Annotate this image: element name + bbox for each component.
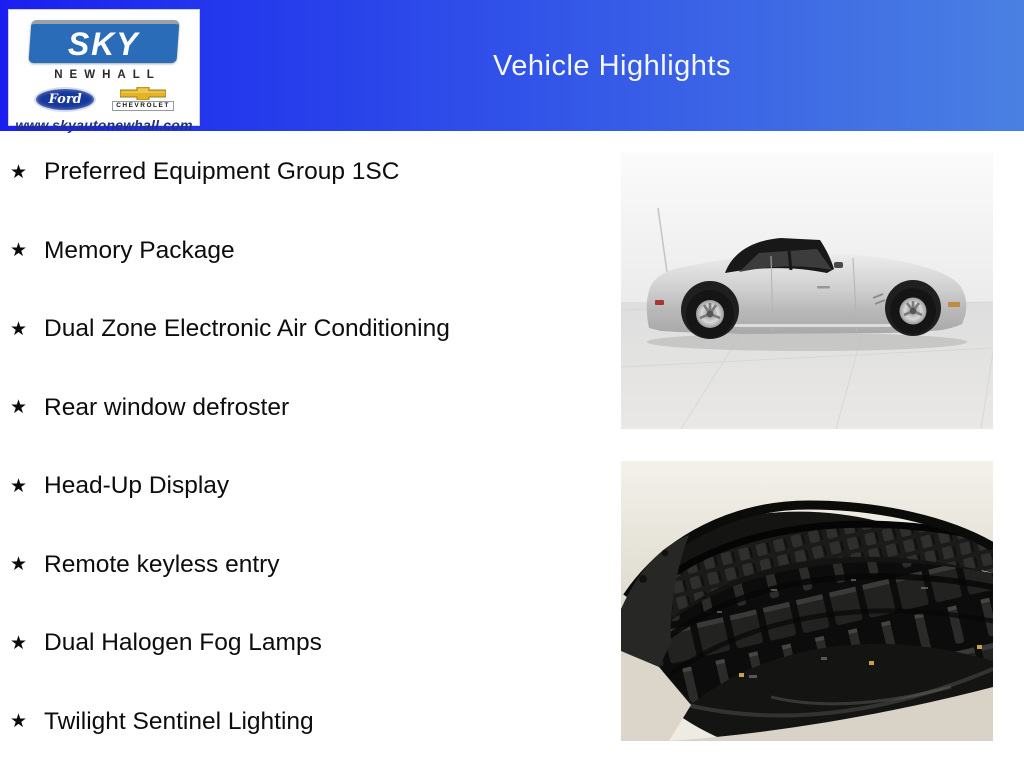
- features-list: [10, 156, 605, 768]
- feature-item: [10, 549, 605, 581]
- tire-closeup-photo: [621, 461, 993, 741]
- star-bullet-icon: ★: [10, 475, 28, 497]
- page-title: Vehicle Highlights: [493, 50, 731, 82]
- sky-logo-text: SKY: [67, 25, 140, 62]
- feature-text: Twilight Sentinel Lighting: [44, 707, 314, 735]
- feature-text: Rear window defroster: [44, 393, 290, 421]
- vehicle-side-photo: [621, 152, 993, 429]
- feature-text: Remote keyless entry: [44, 550, 280, 578]
- star-bullet-icon: ★: [10, 161, 28, 183]
- star-bullet-icon: ★: [10, 554, 28, 575]
- feature-item: [10, 156, 605, 188]
- feature-item: [10, 313, 605, 345]
- feature-text: Dual Halogen Fog Lamps: [44, 629, 322, 656]
- feature-item: [10, 627, 605, 659]
- newhall-label: NEWHALL: [54, 69, 161, 81]
- sky-logo-banner: [28, 20, 179, 63]
- feature-text: Head-Up Display: [44, 472, 230, 499]
- ford-logo-icon: [34, 87, 96, 112]
- feature-item: [10, 392, 605, 424]
- ford-logo-text: Ford: [48, 91, 82, 107]
- star-bullet-icon: ★: [10, 397, 28, 418]
- tire-closeup-photo-art: [621, 461, 993, 741]
- vehicle-side-photo-art: [621, 152, 993, 429]
- chevrolet-logo: [112, 87, 174, 111]
- feature-text: Preferred Equipment Group 1SC: [44, 158, 400, 185]
- brand-logos-row: [9, 85, 199, 113]
- header-band: [0, 0, 1024, 131]
- feature-item: [10, 470, 605, 502]
- star-bullet-icon: ★: [10, 318, 28, 340]
- star-bullet-icon: ★: [10, 240, 28, 261]
- chevrolet-logo-text: CHEVROLET: [112, 101, 174, 111]
- feature-item: [10, 706, 605, 738]
- feature-text: Memory Package: [44, 236, 235, 264]
- star-bullet-icon: ★: [10, 632, 28, 654]
- feature-item: [10, 235, 605, 267]
- dealer-website-text: www.skyautonewhall.com: [15, 117, 193, 133]
- chevrolet-bowtie-icon: [120, 87, 166, 100]
- feature-text: Dual Zone Electronic Air Conditioning: [44, 315, 450, 342]
- star-bullet-icon: ★: [10, 711, 28, 732]
- dealer-logo: [8, 9, 200, 133]
